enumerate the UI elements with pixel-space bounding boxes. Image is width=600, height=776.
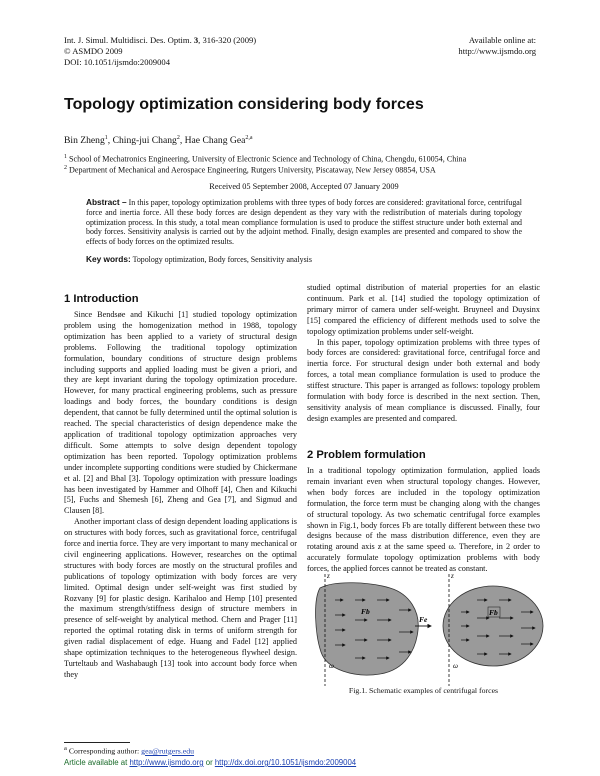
intro-paragraph-4: In this paper, topology optimization problems with three types of body forces are considered: gravitational force, centrifugal force and inertia force. For structural design under both external and body forces, a total mean compliance formulation is used to produce the stiffest structure. This paper is arranged as follows: topology problem formulation with body force is described in the next section. Then, sensitivity analysis of mean compliance is discussed. Finally, four design examples are presented and compared. <box>307 337 540 423</box>
right-column <box>307 283 540 425</box>
formulation-text <box>307 466 540 575</box>
keywords <box>86 254 522 264</box>
keywords-text: Topology optimization, Body forces, Sensitivity analysis <box>130 255 312 264</box>
intro-paragraph-2: Another important class of design dependent loading applications is on structures with body forces, such as gravitational force, centrifugal force and inertia force. They are very important to many mechanical or civil engineering applications. However, researches on the optimal structures with body forces are mostly on the structural profiles and publications of topology optimization with body forces are very limited. Optimal design under self-weight was first studied by Rozvany [9] for plastic design. Karihaloo and Hemp [10] presented the maximum strength/stiffness design of structure members in presence of self-weight by analytical method. Chern and Prager [11] reported the optimal rotating disk in terms of uniform strength for given radial displacement of edge. Huang and Fadel [12] applied shape optimization techniques to the heterogeneous flywheel design. Turteltaub and Washabaugh [13] took into account body force when they <box>64 517 297 679</box>
affiliation-2-text: Department of Mechanical and Aerospace Engineering, Rutgers University, Piscataway, New Jersey 08854, USA <box>67 165 436 175</box>
author-3-corresponding: a <box>249 135 253 141</box>
figure-1-caption: Fig.1. Schematic examples of centrifugal forces <box>348 686 499 695</box>
figure-1 <box>315 570 545 690</box>
author-3-sup <box>245 135 252 141</box>
keywords-label: Key words: <box>86 254 131 264</box>
formulation-paragraph-1: In a traditional topology optimization formulation, applied loads remain invariant even when structural topology changes. However, when body forces are included in the topology optimization formulation, the force term must be changing along with the changes of structural topology. As two schematic centrifugal force examples shown in Fig.1, body forces Fb are totally different between these two designs because of the mass distribution difference, even they are rotating around axis z at the same speed ω. Therefore, in 2 order to accurately formulate topology optimization problems with body forces, the applied forces cannot be treated as constant. <box>307 466 540 574</box>
intro-paragraph-3: studied optimal distribution of material properties for an elastic continuum. Park et al. [14] studied the topology optimization of primary mirror of camera under self-weight. Bruyneel and Duysinx [15] compared the efficiency of different methods used to solve the topology optimization problems under self-weight. <box>307 283 540 336</box>
paper-title: Topology optimization considering body forces <box>64 96 424 113</box>
body-force-left-label: Fb <box>361 607 370 616</box>
section-1-heading: 1 Introduction <box>64 293 139 305</box>
affiliation-2-sup: 2 <box>64 165 67 171</box>
available-label: Available online at: <box>468 35 536 45</box>
author-2-sup: 2 <box>176 135 180 141</box>
author-email-link[interactable]: gea@rutgers.edu <box>141 746 195 756</box>
footnote-text: Corresponding author: <box>66 746 142 756</box>
doi-link[interactable]: http://dx.doi.org/10.1051/ijsmdo:2009004 <box>214 758 357 767</box>
affiliation-1-text: School of Mechatronics Engineering, University of Electronic Science and Technology of China, Chengdu, 610054, China <box>67 154 467 164</box>
author-3-aff: 2, <box>245 135 250 141</box>
article-availability <box>64 758 356 767</box>
author-1-sup: 1 <box>104 135 108 141</box>
footnote-marker: a <box>64 745 67 752</box>
abstract <box>86 198 522 247</box>
author-3: , Hae Chang Gea <box>179 135 246 147</box>
design-2-shape <box>443 586 543 666</box>
journal-volume: 3 <box>193 35 199 45</box>
external-force-left-label: Fe <box>419 615 428 624</box>
author-2: , Ching-jui Chang <box>107 135 177 147</box>
omega-right-label: ω <box>453 662 458 670</box>
author-1: Bin Zheng <box>64 135 105 147</box>
intro-paragraph-1: Since Bendsøe and Kikuchi [1] studied topology optimization problem using the homogenization method in 1988, topology optimization has been applied to a variety of structural design problems. Following the traditional topology optimization formulation, boundary conditions of structure design problems including supports and applied loading must be given a priori, and they are kept invariant during the topology optimization procedure. However, for many practical engineering problems, such as pressure loadings and body forces, the boundary conditions is design dependent, that cannot be fully determined until the optimal solution is reached. The special characteristics of design dependence make the application of traditional topology optimization approaches very difficult. Some attempts to solve design dependent topology optimization has been reported. Topology optimization problems under incomplete supporting conditions were studied by Chickermane et al. [2] and Bhal [3]. Topology optimization with pressure loadings has been investigated by Hammer and Olhoff [4], Chen and Kikuchi [5], Fuchs and Shemesh [6], Zheng and Gea [7], and Sigmud and Clausen [8]. <box>64 310 297 516</box>
journal-url-link[interactable]: http://www.ijsmdo.org <box>458 46 536 56</box>
affiliation-2 <box>64 163 544 176</box>
copyright: © ASMDO 2009 <box>64 46 123 56</box>
affiliation-1-sup: 1 <box>64 154 67 160</box>
availability-header <box>336 35 536 57</box>
footnote-corresponding <box>64 745 194 756</box>
centrifugal-force-schematic <box>315 570 545 690</box>
axis-z-right-label: z <box>451 572 454 580</box>
availability-text: Article available at <box>64 758 130 767</box>
doi: DOI: 10.1051/ijsmdo:2009004 <box>64 57 170 67</box>
ijsmdo-link[interactable]: http://www.ijsmdo.org <box>129 758 204 767</box>
journal-citation <box>64 35 364 46</box>
journal-header <box>64 35 364 68</box>
axis-z-left-label: z <box>327 572 330 580</box>
abstract-text: In this paper, topology optimization problems with three types of body forces are considered: gravitational force, centrifugal force and inertia force. All these body forces are design dependent as they vary with the redistribution of materials during topology optimization process. In this study, a total mean compliance formulation is used to produce the stiffest structure under both external and body forces. Sensitivity analysis is carried out by the adjoint method. Finally, design examples are presented and compared to show the effects of body forces on the optimized results. <box>86 198 523 247</box>
journal-name: Int. J. Simul. Multidisci. Des. Optim. <box>64 35 192 45</box>
section-2-heading: 2 Problem formulation <box>307 449 426 461</box>
footnote-rule <box>64 742 130 743</box>
body-force-right-label: Fb <box>489 608 498 617</box>
abstract-label: Abstract – <box>86 197 127 207</box>
availability-or: or <box>203 758 215 767</box>
journal-pages: , 316-320 (2009) <box>198 35 257 45</box>
omega-left-label: ω <box>329 662 334 670</box>
author-list <box>64 132 544 147</box>
left-column <box>64 310 297 681</box>
received-dates: Received 05 September 2008, Accepted 07 January 2009 <box>209 182 399 191</box>
